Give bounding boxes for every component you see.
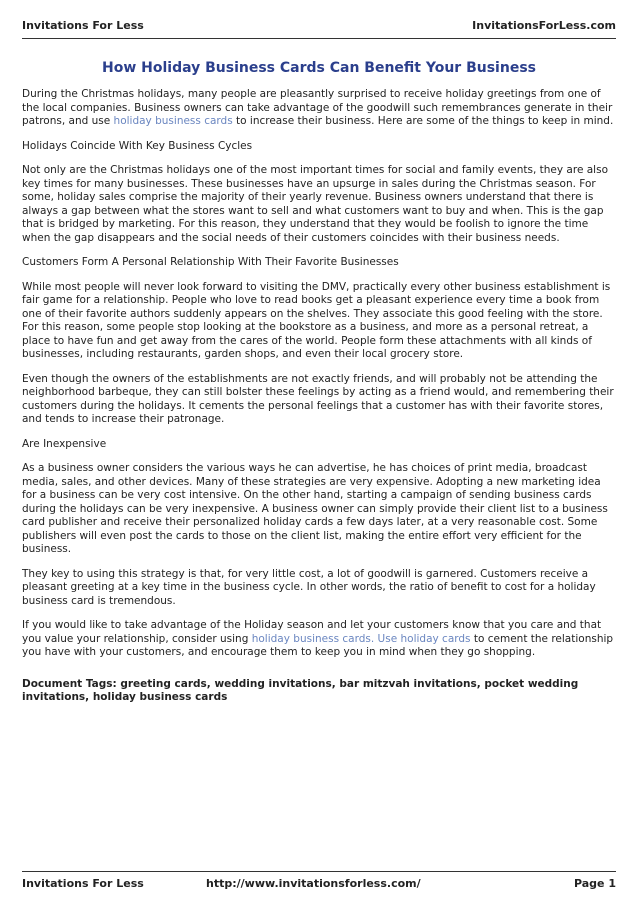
- final-text-after: to cement the relationship you have with your customers, and encourage them to keep you in mind when they go shopping.: [22, 632, 614, 658]
- relationship-paragraph-2: Even though the owners of the establishments are not exactly friends, and will probably not be attending the neighborhood barbeque, they can still bolster these feelings by acting as a friend would, and remembering their customers during the holidays. It cements the personal feelings that a customer has with their favorite stores, and tends to increase their patronage.: [22, 372, 614, 425]
- intro-text-after: to increase their business. Here are some of the things to keep in mind.: [232, 115, 614, 127]
- footer-url-link[interactable]: http://www.invitationsforless.com/: [206, 876, 421, 890]
- page-footer: [22, 871, 616, 891]
- inexpensive-paragraph: As a business owner considers the various ways he can advertise, he has choices of print media, broadcast media, sales, and other devices. Many of these strategies are very expensive. Adopting a new marketing idea for a business can be very cost intensive. On the other hand, starting a campaign of sending business cards during the holidays can be very inexpensive. A business owner can simply provide their client list to a business card publisher and receive their personalized holiday cards a few days later, at a very reasonable cost. Some publishers will even post the cards to those on the client list, making the entire effort very efficient for the business.: [22, 462, 608, 555]
- section-heading-cycles: Holidays Coincide With Key Business Cycles: [22, 139, 253, 152]
- page-number: Page 1: [573, 876, 616, 890]
- relationship-paragraph-1: While most people will never look forward to visiting the DMV, practically every other business establishment is fair game for a relationship. People who love to read books get a pleasant experience every time a book from one of their favorite authors suddenly appears on the shelves. They associate this good feeling with the store. For this reason, some people stop looking at the bookstore as a business, and more as a personal retreat, a place to have fun and get away from the cares of the world. People form these attachments with all kinds of businesses, including restaurants, garden shops, and even their local grocery store.: [22, 280, 611, 360]
- header-left: Invitations For Less: [22, 18, 144, 32]
- key-paragraph: They key to using this strategy is that, for very little cost, a lot of goodwill is garnered. Customers receive a pleasant greeting at a key time in the business cycle. In other words, the ratio of benefit to cost for a holiday business card is tremendous.: [22, 567, 596, 607]
- section-heading-inexpensive: Are Inexpensive: [22, 437, 107, 450]
- final-text-before: If you would like to take advantage of the Holiday season and let your customers know that you care and that you value your relationship, consider using: [22, 619, 602, 645]
- final-paragraph: [22, 619, 616, 660]
- page-title: How Holiday Business Cards Can Benefit Your Business: [102, 60, 536, 76]
- header-right: InvitationsForLess.com: [472, 18, 616, 32]
- intro-text-before: During the Christmas holidays, many people are pleasantly surprised to receive holiday greetings from one of the local companies. Business owners can take advantage of the goodwill such remembrances generate in their patrons, and use: [22, 88, 613, 127]
- document-tags: Document Tags: greeting cards, wedding invitations, bar mitzvah invitations, pocket wedding invitations, holiday business cards: [22, 677, 579, 703]
- page-header: [22, 16, 616, 39]
- footer-left: Invitations For Less: [22, 876, 144, 890]
- section-heading-relationship: Customers Form A Personal Relationship With Their Favorite Businesses: [22, 256, 399, 268]
- article: [22, 60, 616, 716]
- cycles-paragraph: Not only are the Christmas holidays one of the most important times for social and family events, they are also key times for many businesses. These businesses have an upsurge in sales during the Christmas season. For some, holiday sales comprise the majority of their yearly revenue. Business owners understand that there is always a gap between what the stores want to sell and what customers want to buy and when. This is the gap that is bridged by marketing. For this reason, they understand that they would be foolish to ignore the time when the gap disappears and the social needs of their customers coincides with their business needs.: [22, 164, 608, 244]
- intro-paragraph: [22, 88, 616, 129]
- holiday-business-cards-link[interactable]: holiday business cards: [113, 115, 233, 127]
- holiday-cards-link[interactable]: holiday business cards. Use holiday cards: [251, 632, 471, 645]
